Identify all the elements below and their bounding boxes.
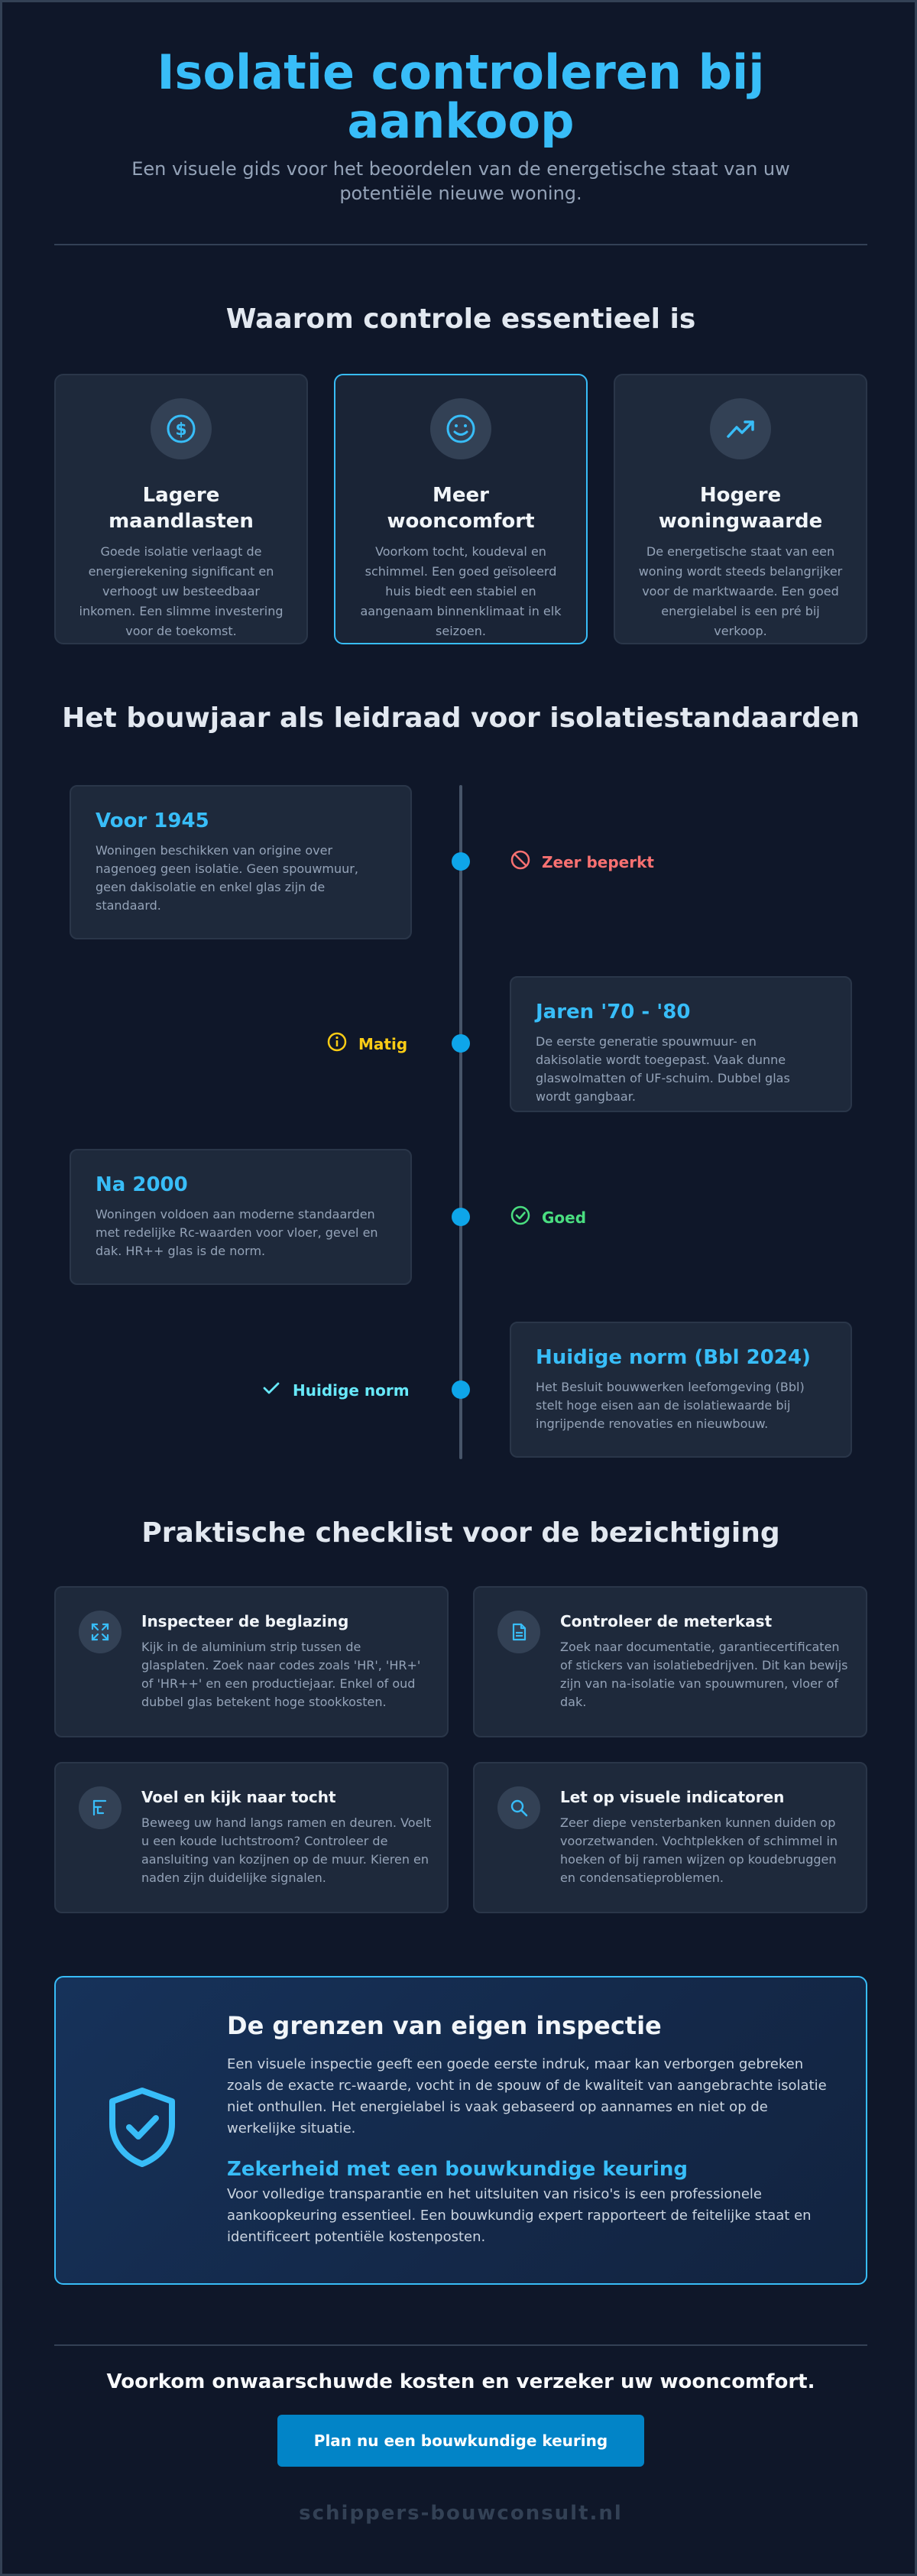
status-badge	[510, 849, 654, 874]
limits-title: De grenzen van eigen inspectie	[227, 2011, 662, 2040]
status-label: Huidige norm	[293, 1380, 410, 1400]
reason-card-comfort	[334, 374, 588, 644]
reason-title: Lagere maandlasten	[109, 484, 254, 533]
reason-title: Hogere woningwaarde	[658, 484, 823, 533]
page-title: Isolatie controleren bij aankoop	[157, 44, 765, 149]
section-title-reasons: Waarom controle essentieel is	[225, 303, 696, 335]
check-circle-icon	[510, 1205, 531, 1230]
timeline-card-title: Huidige norm (Bbl 2024)	[536, 1346, 811, 1369]
timeline-card	[70, 785, 412, 939]
limits-text-2: Voor volledige transparantie en het uitsluiten van risico's is een professionele aankoopkeuring essentieel. Een bouwkundig expert rapporteert de feitelijke staat en identificeert potentiële kostenposten.	[227, 2186, 812, 2245]
checklist-item-title: Let op visuele indicatoren	[560, 1788, 785, 1806]
timeline-card	[70, 1149, 412, 1285]
reason-card-costs	[54, 374, 308, 644]
reason-text: Goede isolatie verlaagt de energierekening significant en verhoogt uw besteedbaar inkomen. Een slimme investering voor de toekomst.	[79, 544, 284, 638]
timeline-dot	[452, 1034, 470, 1053]
section-title-checklist: Praktische checklist voor de bezichtiging	[141, 1517, 780, 1549]
timeline-card-text: De eerste generatie spouwmuur- en dakisolatie wordt toegepast. Vaak dunne glaswolmatten of UF-schuim. Dubbel glas wordt gangbaar.	[536, 1034, 790, 1104]
checklist-item	[54, 1586, 449, 1737]
checklist-item-text: Beweeg uw hand langs ramen en deuren. Voelt u een koude luchtstroom? Controleer de aansluiting van kozijnen op de muur. Kieren en naden zijn duidelijke signalen.	[141, 1815, 432, 1885]
timeline-dot	[452, 1208, 470, 1226]
status-label: Goed	[542, 1208, 587, 1227]
section-title-timeline: Het bouwjaar als leidraad voor isolatiestandaarden	[62, 702, 860, 734]
checklist-item	[473, 1586, 867, 1737]
status-label: Zeer beperkt	[542, 852, 654, 871]
checklist-item-text: Zeer diepe vensterbanken kunnen duiden op voorzetwanden. Vochtplekken of schimmel in hoeken of bij ramen wijzen op koudebruggen en condensatieproblemen.	[560, 1815, 838, 1885]
reason-title: Meer wooncomfort	[387, 484, 535, 533]
timeline-dot	[452, 1380, 470, 1399]
checklist-item-title: Voel en kijk naar tocht	[141, 1788, 336, 1806]
status-badge	[510, 1205, 586, 1230]
svg-text:$: $	[175, 420, 187, 440]
info-icon	[326, 1031, 348, 1056]
timeline-line	[459, 785, 462, 1459]
timeline-card-title: Na 2000	[96, 1173, 188, 1196]
expand-icon	[79, 1611, 122, 1653]
status-badge	[326, 1031, 407, 1056]
timeline-card-title: Jaren '70 - '80	[536, 1001, 691, 1024]
reason-text: Voorkom tocht, koudeval en schimmel. Een goed geïsoleerd huis biedt een stabiel en aangenaam binnenklimaat in elk seizoen.	[360, 544, 562, 638]
trending-up-icon	[710, 398, 771, 459]
timeline-card-text: Woningen voldoen aan moderne standaarden met redelijke Rc-waarden voor vloer, gevel en dak. HR++ glas is de norm.	[96, 1207, 378, 1258]
timeline-card-title: Voor 1945	[96, 809, 209, 832]
status-label: Matig	[358, 1034, 408, 1053]
checklist-item-title: Controleer de meterkast	[560, 1612, 773, 1630]
status-badge	[261, 1377, 410, 1403]
plan-inspection-button[interactable]: Plan nu een bouwkundige keuring	[277, 2415, 644, 2467]
document-icon	[497, 1611, 540, 1653]
cta-text: Voorkom onwaarschuwde kosten en verzeker uw wooncomfort.	[106, 2370, 815, 2393]
inspection-limits-panel	[54, 1976, 867, 2285]
reason-text: De energetische staat van een woning wordt steeds belangrijker voor de marktwaarde. Een goed energielabel is een pré bij verkoop.	[638, 544, 843, 638]
smile-icon	[430, 398, 491, 459]
checklist-item	[54, 1762, 449, 1913]
limits-text: Een visuele inspectie geeft een goede eerste indruk, maar kan verborgen gebreken zoals de exacte rc-waarde, vocht in de spouw of de kwaliteit van aangebrachte isolatie niet onthullen. Het energielabel is vaak gebaseerd op aannames en niet op de werkelijke situatie.	[227, 2056, 827, 2136]
ban-icon	[510, 849, 531, 874]
divider	[54, 2344, 867, 2346]
divider	[54, 244, 867, 245]
checklist-item-text: Kijk in de aluminium strip tussen de glasplaten. Zoek naar codes zoals 'HR', 'HR+' of 'HR++' en een productiejaar. Enkel of oud dubbel glas betekent hoge stookkosten.	[141, 1640, 421, 1709]
check-icon	[261, 1377, 282, 1403]
page-subtitle: Een visuele gids voor het beoordelen van de energetische staat van uw potentiële nieuwe woning.	[131, 158, 790, 204]
timeline-card	[510, 976, 852, 1112]
footer-brand: schippers-bouwconsult.nl	[299, 2502, 623, 2525]
shield-check-icon	[100, 2084, 184, 2172]
checklist-item-text: Zoek naar documentatie, garantiecertificaten of stickers van isolatiebedrijven. Dit kan bewijs zijn van na-isolatie van spouwmuren, vloer of dak.	[560, 1640, 848, 1709]
timeline-dot	[452, 852, 470, 871]
search-icon	[497, 1786, 540, 1829]
checklist-item-title: Inspecteer de beglazing	[141, 1612, 349, 1630]
limits-subtitle: Zekerheid met een bouwkundige keuring	[227, 2158, 689, 2181]
timeline-card	[510, 1322, 852, 1458]
reason-card-value	[614, 374, 867, 644]
dollar-icon	[151, 398, 212, 459]
timeline-card-text: Het Besluit bouwwerken leefomgeving (Bbl) stelt hoge eisen aan de isolatiewaarde bij ingrijpende renovaties en nieuwbouw.	[536, 1380, 805, 1431]
hand-icon	[79, 1786, 122, 1829]
timeline-card-text: Woningen beschikken van origine over nagenoeg geen isolatie. Geen spouwmuur, geen dakisolatie en enkel glas zijn de standaard.	[96, 843, 358, 913]
checklist-item	[473, 1762, 867, 1913]
